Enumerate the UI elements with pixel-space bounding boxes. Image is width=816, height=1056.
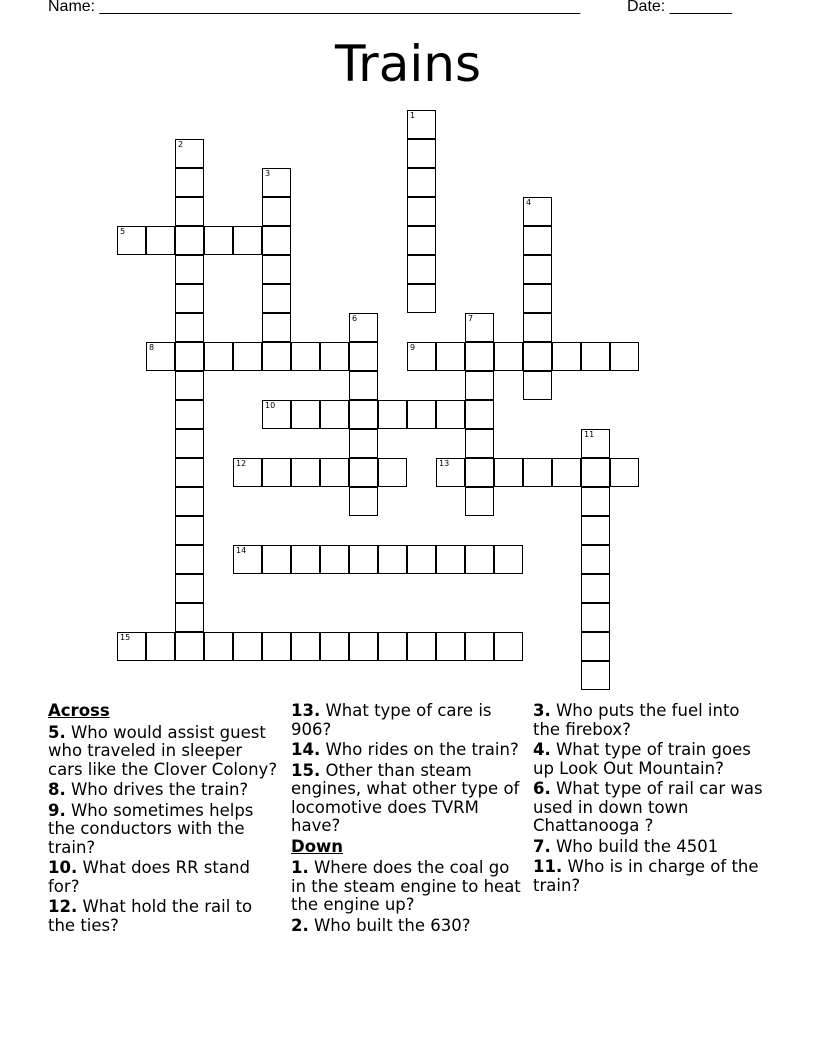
clue-across-5: 5. Who would assist guest who traveled in sleeper cars like the Clover Colony?	[48, 722, 278, 779]
grid-cell[interactable]	[291, 545, 320, 574]
clues-column-3	[533, 702, 763, 897]
clue-down-1: 1. Where does the coal go in the steam engine to heat the engine up?	[291, 858, 521, 914]
name-field-label: Name: ______________________________________________________	[48, 0, 581, 15]
puzzle-title: Trains	[334, 35, 482, 93]
cell-number: 10	[265, 401, 276, 410]
grid-cell[interactable]	[465, 458, 494, 487]
grid-cell[interactable]	[175, 226, 204, 255]
grid-cell[interactable]	[349, 429, 378, 458]
grid-cell[interactable]	[378, 632, 407, 661]
grid-cell[interactable]	[407, 168, 436, 197]
clue-across-14: 14. Who rides on the train?	[291, 740, 519, 759]
cell-number: 4	[526, 198, 532, 207]
grid-cell[interactable]	[581, 661, 610, 690]
grid-cell[interactable]	[494, 545, 523, 574]
grid-cell[interactable]	[175, 284, 204, 313]
grid-cell[interactable]	[407, 632, 436, 661]
grid-cell[interactable]	[175, 632, 204, 661]
cell-number: 15	[120, 633, 131, 642]
grid-cell[interactable]	[407, 110, 436, 139]
cell-number: 14	[236, 546, 247, 555]
clue-across-15: 15. Other than steam engines, what other type of locomotive does TVRM have?	[291, 760, 520, 835]
grid-cell[interactable]	[175, 342, 204, 371]
clue-across-13: 13. What type of care is 906?	[291, 701, 492, 739]
grid-cell[interactable]	[262, 400, 291, 429]
cell-number: 12	[236, 459, 247, 468]
cell-number: 13	[439, 459, 450, 468]
grid-cell[interactable]	[407, 197, 436, 226]
grid-cell[interactable]	[494, 632, 523, 661]
grid-cell[interactable]	[320, 342, 349, 371]
grid-cell[interactable]	[175, 313, 204, 342]
grid-cell[interactable]	[175, 400, 204, 429]
grid-cell[interactable]	[175, 197, 204, 226]
grid-cell[interactable]	[465, 429, 494, 458]
grid-cell[interactable]	[204, 342, 233, 371]
grid-cell[interactable]	[175, 139, 204, 168]
grid-cell[interactable]	[436, 458, 465, 487]
grid-cell[interactable]	[262, 632, 291, 661]
grid-cell[interactable]	[465, 313, 494, 342]
cell-number: 1	[410, 111, 416, 120]
cell-number: 8	[149, 343, 155, 352]
grid-cell[interactable]	[320, 632, 349, 661]
grid-cell[interactable]	[465, 545, 494, 574]
grid-cell[interactable]	[581, 516, 610, 545]
grid-cell[interactable]	[349, 313, 378, 342]
clue-down-3: 3. Who puts the fuel into the firebox?	[533, 701, 740, 739]
cell-number: 11	[584, 430, 595, 439]
grid-cell[interactable]	[262, 284, 291, 313]
cell-number: 6	[352, 314, 358, 323]
grid-cell[interactable]	[349, 342, 378, 371]
grid-cell[interactable]	[407, 342, 436, 371]
grid-cell[interactable]	[146, 226, 175, 255]
grid-cell[interactable]	[175, 429, 204, 458]
grid-cell[interactable]	[262, 255, 291, 284]
clues-column-2	[291, 702, 523, 937]
grid-cell[interactable]	[407, 400, 436, 429]
grid-cell[interactable]	[581, 458, 610, 487]
grid-cell[interactable]	[494, 342, 523, 371]
grid-cell[interactable]	[523, 313, 552, 342]
grid-cell[interactable]	[175, 603, 204, 632]
down-heading: Down	[291, 836, 344, 856]
grid-cell[interactable]	[175, 458, 204, 487]
clue-across-8: 8. Who drives the train?	[48, 780, 249, 799]
grid-cell[interactable]	[436, 632, 465, 661]
grid-cell[interactable]	[494, 458, 523, 487]
grid-cell[interactable]	[262, 313, 291, 342]
grid-cell[interactable]	[610, 458, 639, 487]
grid-cell[interactable]	[349, 458, 378, 487]
grid-cell[interactable]	[262, 226, 291, 255]
grid-cell[interactable]	[291, 342, 320, 371]
clue-across-12: 12. What hold the rail to the ties?	[48, 897, 253, 935]
grid-cell[interactable]	[233, 226, 262, 255]
clue-across-10: 10. What does RR stand for?	[48, 858, 250, 896]
grid-cell[interactable]	[436, 545, 465, 574]
clues-column-1	[48, 702, 278, 937]
grid-cell[interactable]	[378, 400, 407, 429]
grid-cell[interactable]	[175, 487, 204, 516]
grid-cell[interactable]	[175, 255, 204, 284]
grid-cell[interactable]	[262, 458, 291, 487]
grid-cell[interactable]	[610, 342, 639, 371]
grid-cell[interactable]	[436, 342, 465, 371]
grid-cell[interactable]	[523, 342, 552, 371]
grid-cell[interactable]	[320, 400, 349, 429]
grid-cell[interactable]	[523, 458, 552, 487]
grid-cell[interactable]	[581, 603, 610, 632]
grid-cell[interactable]	[320, 458, 349, 487]
grid-cell[interactable]	[175, 574, 204, 603]
grid-cell[interactable]	[407, 255, 436, 284]
grid-cell[interactable]	[204, 226, 233, 255]
clue-down-4: 4. What type of train goes up Look Out Mountain?	[533, 740, 751, 778]
grid-cell[interactable]	[523, 226, 552, 255]
grid-cell[interactable]	[552, 458, 581, 487]
grid-cell[interactable]	[175, 371, 204, 400]
grid-cell[interactable]	[523, 255, 552, 284]
grid-cell[interactable]	[117, 226, 146, 255]
grid-cell[interactable]	[465, 487, 494, 516]
clue-down-6: 6. What type of rail car was used in down town Chattanooga ?	[533, 779, 763, 835]
grid-cell[interactable]	[349, 632, 378, 661]
grid-cell[interactable]	[378, 545, 407, 574]
clue-across-9: 9. Who sometimes helps the conductors with the train?	[48, 800, 254, 857]
clue-down-2: 2. Who built the 630?	[291, 915, 471, 935]
grid-cell[interactable]	[117, 632, 146, 661]
grid-cell[interactable]	[146, 342, 175, 371]
date-field-label: Date: _______	[627, 0, 732, 15]
grid-cell[interactable]	[581, 342, 610, 371]
grid-cell[interactable]	[349, 487, 378, 516]
grid-cell[interactable]	[581, 574, 610, 603]
grid-cell[interactable]	[407, 226, 436, 255]
grid-cell[interactable]	[378, 458, 407, 487]
grid-cell[interactable]	[262, 168, 291, 197]
grid-cell[interactable]	[175, 168, 204, 197]
cell-number: 7	[468, 314, 474, 323]
across-heading: Across	[48, 701, 110, 720]
grid-cell[interactable]	[291, 400, 320, 429]
grid-cell[interactable]	[233, 458, 262, 487]
grid-cell[interactable]	[436, 400, 465, 429]
grid-cell[interactable]	[523, 371, 552, 400]
grid-cell[interactable]	[349, 400, 378, 429]
grid-cell[interactable]	[233, 342, 262, 371]
grid-cell[interactable]	[581, 487, 610, 516]
grid-cell[interactable]	[523, 197, 552, 226]
grid-cell[interactable]	[349, 371, 378, 400]
grid-cell[interactable]	[581, 545, 610, 574]
grid-cell[interactable]	[465, 371, 494, 400]
grid-cell[interactable]	[291, 632, 320, 661]
grid-cell[interactable]	[262, 545, 291, 574]
cell-number: 5	[120, 227, 126, 236]
grid-cell[interactable]	[349, 545, 378, 574]
grid-cell[interactable]	[233, 632, 262, 661]
grid-cell[interactable]	[581, 632, 610, 661]
cell-number: 3	[265, 169, 271, 178]
grid-cell[interactable]	[407, 139, 436, 168]
grid-cell[interactable]	[523, 284, 552, 313]
grid-cell[interactable]	[320, 545, 349, 574]
grid-cell[interactable]	[291, 458, 320, 487]
clue-down-11: 11. Who is in charge of the train?	[533, 857, 759, 895]
grid-cell[interactable]	[465, 632, 494, 661]
grid-cell[interactable]	[204, 632, 233, 661]
grid-cell[interactable]	[233, 545, 262, 574]
grid-cell[interactable]	[407, 545, 436, 574]
grid-cell[interactable]	[552, 342, 581, 371]
grid-cell[interactable]	[175, 545, 204, 574]
clue-down-7: 7. Who build the 4501	[533, 836, 719, 856]
grid-cell[interactable]	[581, 429, 610, 458]
grid-cell[interactable]	[465, 400, 494, 429]
grid-cell[interactable]	[175, 516, 204, 545]
cell-number: 2	[178, 140, 184, 149]
grid-cell[interactable]	[465, 342, 494, 371]
grid-cell[interactable]	[407, 284, 436, 313]
grid-cell[interactable]	[262, 342, 291, 371]
grid-cell[interactable]	[262, 197, 291, 226]
cell-number: 9	[410, 343, 416, 352]
grid-cell[interactable]	[146, 632, 175, 661]
